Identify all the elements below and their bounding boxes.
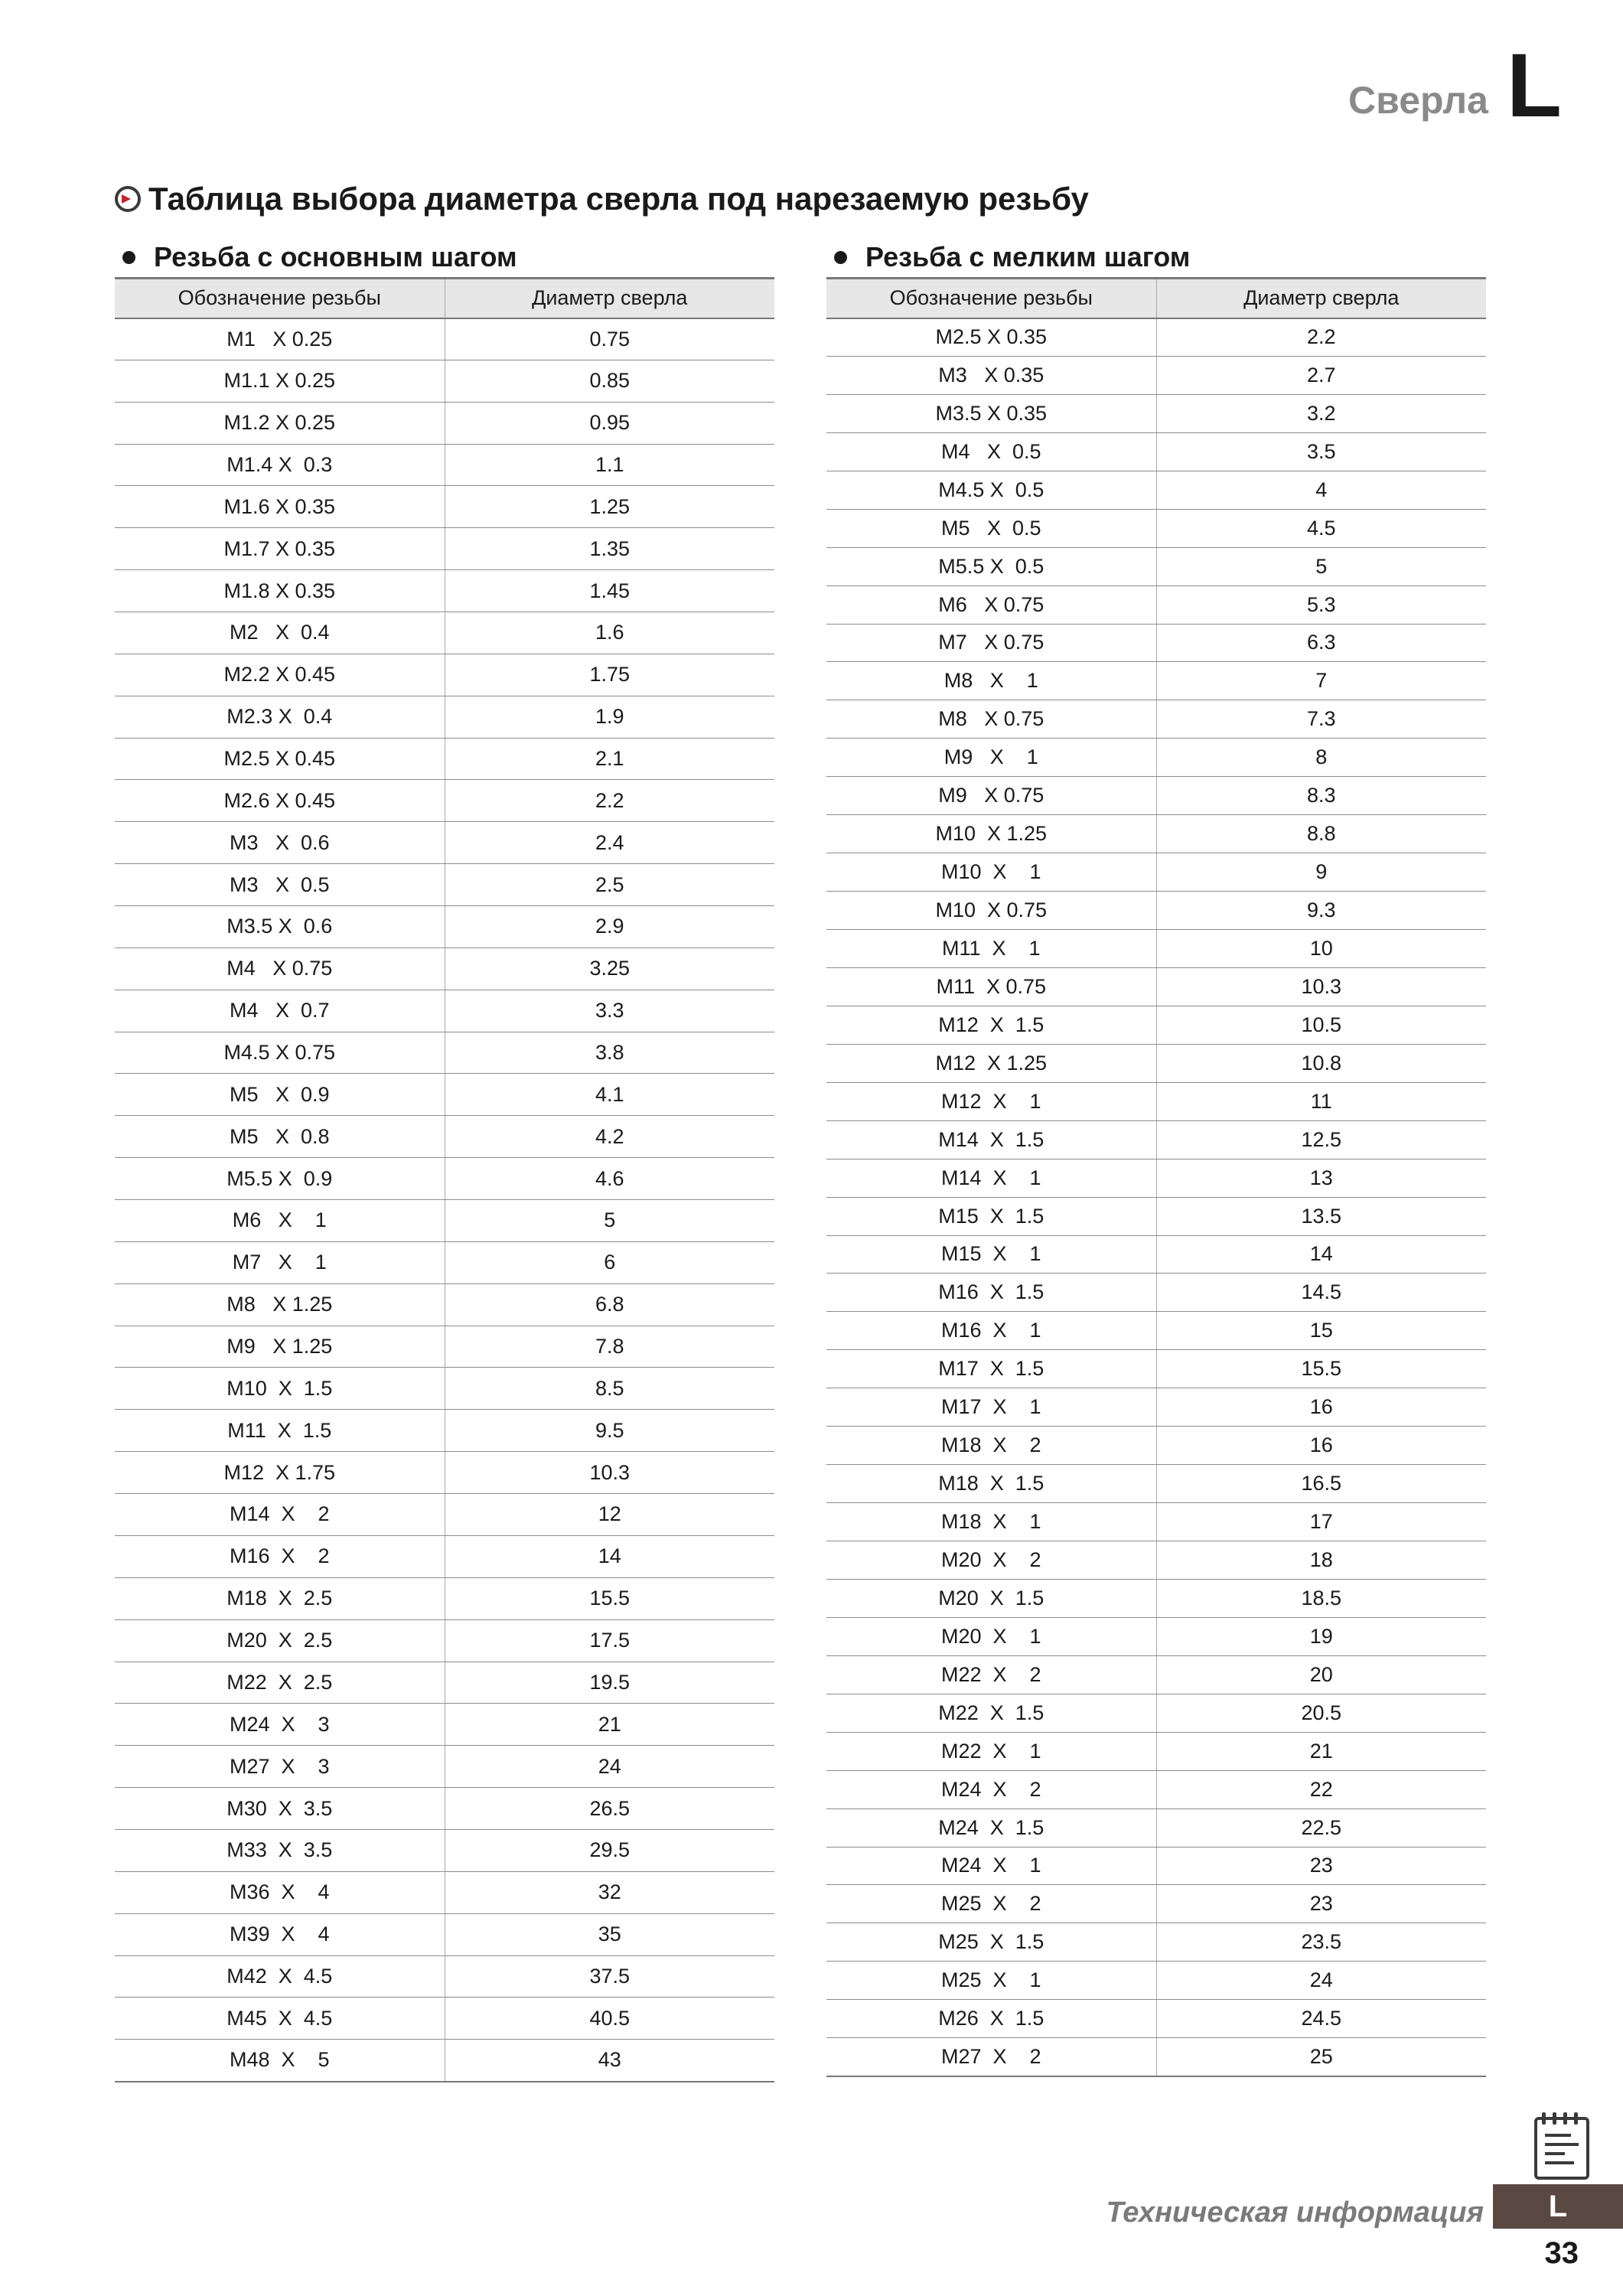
thread-designation: M33 X 3.5	[115, 1829, 445, 1871]
thread-designation: M27 X 3	[115, 1746, 445, 1788]
table-row	[115, 1200, 774, 1242]
table-row	[826, 700, 1486, 739]
drill-diameter: 3.2	[1156, 394, 1486, 432]
table-row	[826, 547, 1486, 585]
drill-diameter: 15.5	[445, 1577, 774, 1619]
thread-designation: M16 X 1	[826, 1312, 1156, 1350]
drill-diameter: 19	[1156, 1617, 1486, 1655]
drill-diameter: 12	[445, 1494, 774, 1536]
thread-designation: M27 X 2	[826, 2038, 1156, 2076]
drill-diameter: 37.5	[445, 1955, 774, 1998]
thread-designation: M1.2 X 0.25	[115, 402, 445, 444]
thread-designation: M22 X 1	[826, 1732, 1156, 1770]
thread-designation: M11 X 1.5	[115, 1410, 445, 1452]
drill-diameter: 8.8	[1156, 815, 1486, 853]
table-row	[115, 1577, 774, 1619]
chapter-header	[1348, 35, 1562, 136]
thread-designation: M45 X 4.5	[115, 1998, 445, 2040]
drill-diameter: 24.5	[1156, 2000, 1486, 2038]
table-row	[826, 1312, 1486, 1350]
drill-diameter: 26.5	[445, 1788, 774, 1830]
table-row	[826, 471, 1486, 509]
thread-designation: M5.5 X 0.5	[826, 547, 1156, 585]
thread-designation: M24 X 1.5	[826, 1808, 1156, 1847]
drill-diameter: 7	[1156, 662, 1486, 700]
arrow-circle-icon	[115, 186, 141, 212]
table-row	[826, 1962, 1486, 2000]
drill-diameter: 4.5	[1156, 509, 1486, 547]
column-header: Диаметр сверла	[1156, 279, 1486, 318]
column-header: Обозначение резьбы	[826, 279, 1156, 318]
table-row	[115, 738, 774, 780]
drill-diameter: 1.35	[445, 528, 774, 570]
thread-designation: M1.4 X 0.3	[115, 444, 445, 486]
table-row	[826, 967, 1486, 1006]
drill-diameter: 18	[1156, 1541, 1486, 1580]
table-row	[115, 1871, 774, 1913]
drill-diameter: 8	[1156, 739, 1486, 777]
drill-diameter: 4.6	[445, 1158, 774, 1200]
table-row	[115, 1116, 774, 1158]
thread-designation: M20 X 2.5	[115, 1619, 445, 1662]
drill-diameter: 29.5	[445, 1829, 774, 1871]
table-row	[826, 1388, 1486, 1427]
drill-diameter: 43	[445, 2040, 774, 2082]
drill-diameter: 14.5	[1156, 1274, 1486, 1312]
drill-diameter: 2.4	[445, 822, 774, 864]
drill-diameter: 18.5	[1156, 1579, 1486, 1617]
page-number: 33	[1544, 2236, 1579, 2270]
drill-diameter: 8.5	[445, 1368, 774, 1410]
drill-diameter: 1.45	[445, 570, 774, 612]
thread-designation: M2.5 X 0.35	[826, 318, 1156, 357]
drill-diameter: 2.9	[445, 906, 774, 948]
bullet-icon	[122, 251, 135, 264]
drill-diameter: 23	[1156, 1847, 1486, 1885]
column-header: Диаметр сверла	[445, 279, 774, 318]
table-row	[826, 585, 1486, 624]
table-row	[826, 1655, 1486, 1694]
drill-diameter: 5.3	[1156, 585, 1486, 624]
drill-diameter: 16.5	[1156, 1465, 1486, 1503]
fine-thread-table	[826, 277, 1486, 2077]
drill-diameter: 15.5	[1156, 1350, 1486, 1388]
thread-designation: M7 X 1	[115, 1241, 445, 1283]
thread-designation: M4 X 0.5	[826, 432, 1156, 471]
thread-designation: M26 X 1.5	[826, 2000, 1156, 2038]
drill-diameter: 22	[1156, 1770, 1486, 1808]
thread-designation: M1.6 X 0.35	[115, 486, 445, 528]
thread-designation: M15 X 1.5	[826, 1197, 1156, 1235]
drill-diameter: 7.3	[1156, 700, 1486, 739]
table-row	[115, 1326, 774, 1368]
drill-diameter: 9	[1156, 853, 1486, 892]
table-row	[115, 864, 774, 906]
chapter-name: Сверла	[1348, 79, 1488, 122]
drill-diameter: 1.75	[445, 654, 774, 696]
drill-diameter: 14	[445, 1535, 774, 1577]
thread-designation: M14 X 1	[826, 1159, 1156, 1197]
drill-diameter: 17	[1156, 1503, 1486, 1541]
thread-designation: M10 X 1.5	[115, 1368, 445, 1410]
footer-section-name: Техническая информация	[1106, 2197, 1484, 2229]
thread-designation: M42 X 4.5	[115, 1955, 445, 1998]
drill-diameter: 6.8	[445, 1283, 774, 1326]
table-row	[826, 1694, 1486, 1732]
table-row	[826, 1885, 1486, 1923]
drill-diameter: 12.5	[1156, 1120, 1486, 1159]
drill-diameter: 10.8	[1156, 1044, 1486, 1082]
thread-designation: M22 X 2	[826, 1655, 1156, 1694]
table-row	[115, 990, 774, 1032]
drill-diameter: 23	[1156, 1885, 1486, 1923]
table-row	[826, 509, 1486, 547]
thread-designation: M9 X 0.75	[826, 777, 1156, 815]
drill-diameter: 5	[1156, 547, 1486, 585]
drill-diameter: 7.8	[445, 1326, 774, 1368]
drill-diameter: 25	[1156, 2038, 1486, 2076]
thread-designation: M6 X 0.75	[826, 585, 1156, 624]
table-row	[826, 1082, 1486, 1120]
thread-designation: M16 X 2	[115, 1535, 445, 1577]
drill-diameter: 2.2	[445, 780, 774, 822]
drill-diameter: 0.85	[445, 360, 774, 402]
thread-designation: M3 X 0.5	[115, 864, 445, 906]
thread-designation: M24 X 3	[115, 1704, 445, 1746]
table-row	[826, 1732, 1486, 1770]
thread-designation: M9 X 1	[826, 739, 1156, 777]
drill-diameter: 10.3	[445, 1452, 774, 1494]
section-subtitle	[834, 237, 1486, 277]
thread-designation: M12 X 1	[826, 1082, 1156, 1120]
thread-designation: M10 X 0.75	[826, 892, 1156, 930]
thread-designation: M2.2 X 0.45	[115, 654, 445, 696]
chapter-letter: L	[1506, 35, 1562, 136]
drill-diameter: 9.3	[1156, 892, 1486, 930]
table-row	[115, 1241, 774, 1283]
table-row	[115, 822, 774, 864]
drill-diameter: 16	[1156, 1388, 1486, 1427]
drill-diameter: 1.1	[445, 444, 774, 486]
table-row	[115, 1913, 774, 1955]
thread-designation: M18 X 2.5	[115, 1577, 445, 1619]
thread-designation: M5 X 0.8	[115, 1116, 445, 1158]
drill-diameter: 3.3	[445, 990, 774, 1032]
thread-designation: M36 X 4	[115, 1871, 445, 1913]
thread-designation: M22 X 1.5	[826, 1694, 1156, 1732]
drill-diameter: 14	[1156, 1235, 1486, 1274]
thread-designation: M16 X 1.5	[826, 1274, 1156, 1312]
thread-designation: M30 X 3.5	[115, 1788, 445, 1830]
table-row	[115, 612, 774, 654]
thread-designation: M3 X 0.6	[115, 822, 445, 864]
drill-diameter: 15	[1156, 1312, 1486, 1350]
thread-designation: M4 X 0.75	[115, 947, 445, 990]
section-subtitle-text: Резьба с основным шагом	[154, 241, 517, 272]
drill-diameter: 2.7	[1156, 356, 1486, 394]
drill-diameter: 1.6	[445, 612, 774, 654]
thread-designation: M12 X 1.5	[826, 1006, 1156, 1044]
table-row	[115, 947, 774, 990]
drill-diameter: 8.3	[1156, 777, 1486, 815]
drill-diameter: 4	[1156, 471, 1486, 509]
drill-diameter: 0.95	[445, 402, 774, 444]
drill-diameter: 2.5	[445, 864, 774, 906]
thread-designation: M25 X 2	[826, 1885, 1156, 1923]
thread-designation: M1.7 X 0.35	[115, 528, 445, 570]
table-row	[826, 815, 1486, 853]
page-title: Таблица выбора диаметра сверла под нарезаемую резьбу	[148, 181, 1089, 217]
table-row	[826, 1770, 1486, 1808]
thread-designation: M12 X 1.25	[826, 1044, 1156, 1082]
thread-designation: M2 X 0.4	[115, 612, 445, 654]
chapter-tab-letter: L	[1548, 2190, 1568, 2223]
thread-designation: M18 X 1.5	[826, 1465, 1156, 1503]
drill-diameter: 19.5	[445, 1662, 774, 1704]
thread-designation: M4 X 0.7	[115, 990, 445, 1032]
thread-designation: M11 X 0.75	[826, 967, 1156, 1006]
table-row	[115, 906, 774, 948]
table-row	[115, 1746, 774, 1788]
table-row	[826, 1235, 1486, 1274]
table-header-row	[826, 279, 1486, 318]
thread-designation: M20 X 2	[826, 1541, 1156, 1580]
table-row	[115, 1535, 774, 1577]
table-row	[826, 1808, 1486, 1847]
drill-diameter: 21	[1156, 1732, 1486, 1770]
column-header: Обозначение резьбы	[115, 279, 445, 318]
table-row	[826, 739, 1486, 777]
table-row	[115, 528, 774, 570]
thread-designation: M5 X 0.5	[826, 509, 1156, 547]
thread-designation: M18 X 1	[826, 1503, 1156, 1541]
drill-diameter: 22.5	[1156, 1808, 1486, 1847]
table-row	[826, 624, 1486, 662]
thread-designation: M15 X 1	[826, 1235, 1156, 1274]
thread-designation: M8 X 1	[826, 662, 1156, 700]
thread-designation: M48 X 5	[115, 2040, 445, 2082]
thread-designation: M3.5 X 0.6	[115, 906, 445, 948]
drill-diameter: 10.3	[1156, 967, 1486, 1006]
table-row	[115, 1662, 774, 1704]
table-row	[115, 654, 774, 696]
table-row	[115, 1829, 774, 1871]
thread-designation: M17 X 1.5	[826, 1350, 1156, 1388]
table-row	[115, 402, 774, 444]
drill-diameter: 6	[445, 1241, 774, 1283]
section-subtitle-text: Резьба с мелким шагом	[865, 241, 1191, 272]
thread-designation: M3 X 0.35	[826, 356, 1156, 394]
thread-designation: M18 X 2	[826, 1427, 1156, 1465]
thread-designation: M6 X 1	[115, 1200, 445, 1242]
table-row	[115, 1283, 774, 1326]
drill-diameter: 11	[1156, 1082, 1486, 1120]
table-row	[115, 360, 774, 402]
table-row	[115, 1032, 774, 1074]
thread-designation: M14 X 2	[115, 1494, 445, 1536]
drill-diameter: 16	[1156, 1427, 1486, 1465]
drill-diameter: 21	[445, 1704, 774, 1746]
table-row	[826, 1350, 1486, 1388]
table-row	[826, 1579, 1486, 1617]
drill-diameter: 10	[1156, 930, 1486, 968]
table-row	[115, 318, 774, 360]
drill-diameter: 24	[445, 1746, 774, 1788]
drill-diameter: 10.5	[1156, 1006, 1486, 1044]
drill-diameter: 4.2	[445, 1116, 774, 1158]
thread-designation: M20 X 1.5	[826, 1579, 1156, 1617]
drill-diameter: 24	[1156, 1962, 1486, 2000]
drill-diameter: 3.8	[445, 1032, 774, 1074]
thread-designation: M17 X 1	[826, 1388, 1156, 1427]
drill-diameter: 1.9	[445, 696, 774, 738]
drill-diameter: 17.5	[445, 1619, 774, 1662]
table-row	[826, 777, 1486, 815]
table-row	[115, 2040, 774, 2082]
thread-designation: M1.1 X 0.25	[115, 360, 445, 402]
drill-diameter: 6.3	[1156, 624, 1486, 662]
drill-diameter: 2.1	[445, 738, 774, 780]
thread-designation: M9 X 1.25	[115, 1326, 445, 1368]
fine-thread-section	[826, 237, 1486, 2077]
thread-designation: M25 X 1	[826, 1962, 1156, 2000]
drill-diameter: 3.5	[1156, 432, 1486, 471]
thread-designation: M1.8 X 0.35	[115, 570, 445, 612]
drill-diameter: 40.5	[445, 1998, 774, 2040]
table-row	[826, 662, 1486, 700]
table-row	[115, 696, 774, 738]
table-row	[826, 1159, 1486, 1197]
thread-designation: M4.5 X 0.75	[115, 1032, 445, 1074]
drill-diameter: 13.5	[1156, 1197, 1486, 1235]
table-row	[115, 486, 774, 528]
table-row	[115, 780, 774, 822]
table-row	[826, 1465, 1486, 1503]
table-row	[115, 1158, 774, 1200]
thread-designation: M7 X 0.75	[826, 624, 1156, 662]
table-row	[115, 1788, 774, 1830]
table-row	[826, 356, 1486, 394]
thread-designation: M24 X 1	[826, 1847, 1156, 1885]
table-row	[826, 1541, 1486, 1580]
table-row	[115, 1955, 774, 1998]
drill-diameter: 0.75	[445, 318, 774, 360]
table-row	[115, 1494, 774, 1536]
table-row	[826, 1120, 1486, 1159]
thread-designation: M4.5 X 0.5	[826, 471, 1156, 509]
section-subtitle	[122, 237, 774, 277]
notebook-icon	[1533, 2111, 1591, 2181]
table-row	[115, 1704, 774, 1746]
table-row	[115, 1619, 774, 1662]
thread-designation: M20 X 1	[826, 1617, 1156, 1655]
table-row	[826, 1617, 1486, 1655]
table-row	[826, 1197, 1486, 1235]
thread-designation: M39 X 4	[115, 1913, 445, 1955]
coarse-thread-section	[115, 237, 774, 2082]
drill-diameter: 2.2	[1156, 318, 1486, 357]
table-row	[826, 1503, 1486, 1541]
drill-diameter: 20	[1156, 1655, 1486, 1694]
thread-designation: M11 X 1	[826, 930, 1156, 968]
drill-diameter: 35	[445, 1913, 774, 1955]
thread-designation: M5.5 X 0.9	[115, 1158, 445, 1200]
table-row	[826, 1427, 1486, 1465]
table-row	[826, 1923, 1486, 1962]
table-header-row	[115, 279, 774, 318]
table-row	[826, 318, 1486, 357]
table-row	[826, 432, 1486, 471]
table-row	[826, 1044, 1486, 1082]
drill-diameter: 4.1	[445, 1074, 774, 1116]
table-row	[826, 2038, 1486, 2076]
drill-diameter: 32	[445, 1871, 774, 1913]
table-row	[115, 1452, 774, 1494]
thread-designation: M24 X 2	[826, 1770, 1156, 1808]
thread-designation: M8 X 0.75	[826, 700, 1156, 739]
thread-designation: M2.6 X 0.45	[115, 780, 445, 822]
drill-diameter: 13	[1156, 1159, 1486, 1197]
thread-designation: M2.3 X 0.4	[115, 696, 445, 738]
thread-designation: M10 X 1.25	[826, 815, 1156, 853]
thread-designation: M22 X 2.5	[115, 1662, 445, 1704]
drill-diameter: 20.5	[1156, 1694, 1486, 1732]
table-row	[826, 1006, 1486, 1044]
thread-designation: M12 X 1.75	[115, 1452, 445, 1494]
table-row	[115, 570, 774, 612]
title-row	[115, 181, 1089, 217]
thread-designation: M2.5 X 0.45	[115, 738, 445, 780]
bullet-icon	[834, 251, 847, 264]
drill-diameter: 5	[445, 1200, 774, 1242]
table-row	[115, 1074, 774, 1116]
drill-diameter: 1.25	[445, 486, 774, 528]
table-row	[115, 444, 774, 486]
table-row	[826, 394, 1486, 432]
table-row	[826, 930, 1486, 968]
table-row	[826, 892, 1486, 930]
table-row	[115, 1998, 774, 2040]
table-row	[826, 1847, 1486, 1885]
thread-designation: M3.5 X 0.35	[826, 394, 1156, 432]
drill-diameter: 3.25	[445, 947, 774, 990]
thread-designation: M14 X 1.5	[826, 1120, 1156, 1159]
table-row	[826, 2000, 1486, 2038]
drill-diameter: 9.5	[445, 1410, 774, 1452]
table-row	[115, 1410, 774, 1452]
thread-designation: M5 X 0.9	[115, 1074, 445, 1116]
coarse-thread-table	[115, 277, 774, 2082]
table-row	[115, 1368, 774, 1410]
drill-diameter: 23.5	[1156, 1923, 1486, 1962]
thread-designation: M10 X 1	[826, 853, 1156, 892]
table-row	[826, 853, 1486, 892]
thread-designation: M25 X 1.5	[826, 1923, 1156, 1962]
table-row	[826, 1274, 1486, 1312]
thread-designation: M1 X 0.25	[115, 318, 445, 360]
thread-designation: M8 X 1.25	[115, 1283, 445, 1326]
